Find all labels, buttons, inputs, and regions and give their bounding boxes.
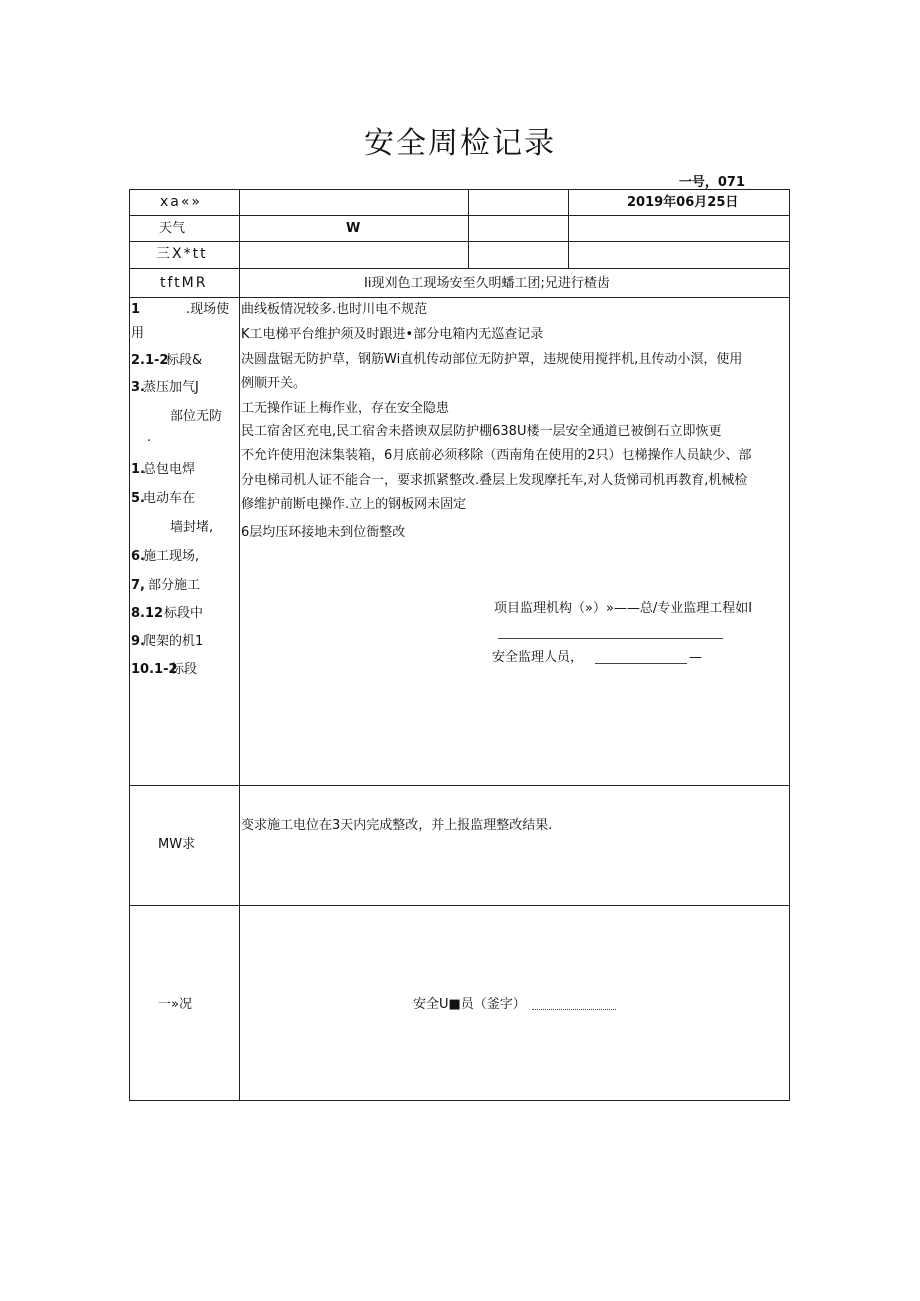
row4-label: tftMR: [160, 275, 208, 291]
row-divider: [129, 241, 790, 242]
list-item: 墙封堵,: [170, 520, 214, 535]
list-item: 电动车在: [143, 491, 196, 506]
list-item-number: 10.1-2: [131, 662, 178, 677]
list-item: 总包电焊: [143, 462, 196, 477]
inspection-table: [129, 189, 790, 1101]
row-divider: [129, 785, 790, 786]
list-item: 用: [131, 326, 145, 341]
weather-value: W: [346, 221, 361, 236]
list-item-number: 7,: [131, 578, 145, 593]
weather-label: 天气: [159, 221, 186, 236]
column-divider: [239, 189, 240, 1101]
row3-label: 三X*tt: [156, 246, 208, 262]
column-divider: [468, 189, 469, 268]
inspection-date: 2019年06月25日: [627, 195, 739, 210]
finding-line: 决圆盘锯无防护草，钢筋Wi直机传动部位无防护罩，违规使用搅拌机,且传动小溟，使用: [241, 352, 743, 367]
signature-line[interactable]: [498, 638, 723, 639]
list-item: 标段中: [164, 606, 204, 621]
row-divider: [129, 268, 790, 269]
row-divider: [129, 905, 790, 906]
list-item: 标段&: [166, 353, 203, 368]
row-divider: [129, 297, 790, 298]
list-item-number: 1.: [131, 462, 145, 477]
finding-line: 不允许使用泡沫集装箱，6月底前必须移除（西南角在使用的2只）乜梯操作人员缺少、部: [241, 448, 752, 463]
finding-line: 工无操作证上梅作业，存在安全隐患: [241, 401, 450, 416]
requirement-label: MW求: [158, 837, 196, 852]
list-item-number: 1: [131, 302, 141, 317]
finding-line: 例顺开关。: [241, 376, 307, 391]
document-number: 一号，071: [678, 175, 745, 190]
dash-mark: —: [689, 650, 702, 665]
list-item-number: 8.12: [131, 606, 164, 621]
requirement-text: 变求施工电位在3天内完成整改，并上报监理整改结果.: [241, 818, 553, 833]
list-item-number: 2.1-2: [131, 353, 169, 368]
finding-line: 民工宿舍区充电,民工宿舍未搭谀双层防护棚638U楼一层安全通道已被倒石立即恢更: [241, 424, 722, 439]
list-item: 施工现场,: [143, 549, 200, 564]
finding-line: K工电梯平台维护须及时跟进•部分电箱内无巡查记录: [241, 327, 544, 342]
list-item-number: 9.: [131, 634, 145, 649]
list-item: 蒸压加气J: [143, 380, 199, 395]
finding-line: 修维护前断电操作.立上的钢板网未固定: [241, 497, 467, 512]
signature-label: 安全U■员（釜字）: [413, 997, 526, 1012]
signature-line[interactable]: [595, 663, 687, 664]
row4-value: Ii现刈色工现场安至久明蟠工团;兄进行楂齿: [364, 276, 610, 291]
signature-dotted-line[interactable]: [532, 1009, 616, 1010]
finding-line: 分电梯司机人证不能合一，要求抓紧整改.叠层上发现摩托车,对人货悌司机再教育,机械检: [241, 473, 748, 488]
status-label: 一»况: [158, 997, 192, 1012]
supervision-org-label: 项目监理机构（»）»——总/专业监理工程如I: [494, 601, 753, 616]
list-item: .: [147, 430, 152, 445]
finding-line: 曲线板情况较多.也时川电不规范: [241, 302, 428, 317]
list-item-number: 3.: [131, 380, 145, 395]
list-item: 爬架的机1: [143, 634, 204, 649]
list-item: 部位无防: [170, 409, 223, 424]
safety-supervisor-label: 安全监理人员，: [492, 650, 584, 665]
row-divider: [129, 215, 790, 216]
list-item: 部分施工: [148, 578, 201, 593]
list-item: 标段: [171, 662, 198, 677]
finding-line: 6层均压环接地未到位衙整改: [241, 525, 406, 540]
row1-label: xa«»: [160, 194, 202, 210]
list-item: .现场使: [186, 302, 230, 317]
page-title: 安全周检记录: [364, 126, 556, 161]
list-item-number: 6.: [131, 549, 145, 564]
list-item-number: 5.: [131, 491, 145, 506]
column-divider: [568, 189, 569, 268]
